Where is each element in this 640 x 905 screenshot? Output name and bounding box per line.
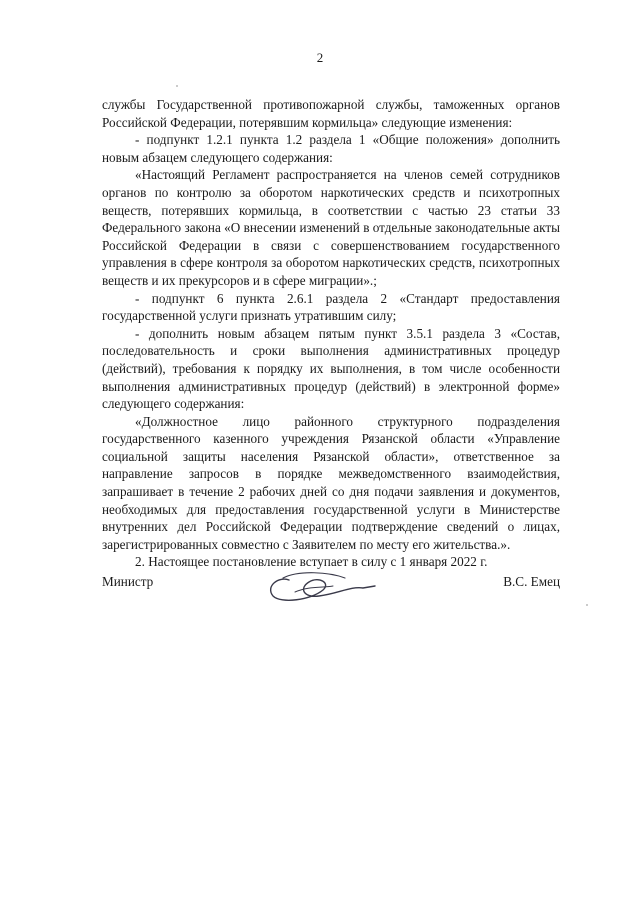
paragraph-add-fifth-paragraph: - дополнить новым абзацем пятым пункт 3.5.1 раздела 3 «Состав, последовательность и сроки выполнения административных процедур (действий), требования к порядку их выполнения, в том числе особенности выполнения административных процедур (действий) в электронной форме» следующего содержания: xyxy=(102,325,560,412)
page-number: 2 xyxy=(316,50,324,65)
signature-block xyxy=(102,566,560,616)
paragraph-quote-regulation: «Настоящий Регламент распространяется на членов семей сотрудников органов по контролю за оборотом наркотических средств и психотропных веществ, потерявших кормильца, в соответствии с частью 23 статьи 33 Федерального закона «О внесении изменений в отдельные законодательные акты Российской Федерации в связи с совершенствованием государственного управления в сфере контроля за оборотом наркотических средств, психотропных веществ и их прекурсоров и в сфере миграции».; xyxy=(102,167,560,288)
scan-speck xyxy=(176,85,178,87)
scan-speck xyxy=(586,604,588,606)
handwritten-signature xyxy=(259,566,379,606)
paragraph-quote-official: «Должностное лицо районного структурного подразделения государственного казенного учреждения Рязанской области «Управление социальной защиты населения Рязанской области», ответственное за направление запросов в порядке межведомственного взаимодействия, запрашивает в течение 2 рабочих дней со дня подачи заявления и документов, необходимых для предоставления государственной услуги в Министерстве внутренних дел Российской Федерации подтверждение сведений о лицах, зарегистрированных совместно с Заявителем по месту его жительства.». xyxy=(102,413,560,552)
document-body xyxy=(102,96,560,571)
paragraph-intro: службы Государственной противопожарной службы, таможенных органов Российской Федерации, потерявшим кормильца» следующие изменения: xyxy=(102,97,560,130)
paragraph-effective-date: 2. Настоящее постановление вступает в силу с 1 января 2022 г. xyxy=(135,554,488,570)
signatory-name: В.С. Емец xyxy=(503,574,560,589)
signatory-title: Министр xyxy=(102,574,154,589)
paragraph-subpoint-1-2-1: - подпункт 1.2.1 пункта 1.2 раздела 1 «Общие положения» дополнить новым абзацем следующего содержания: xyxy=(102,132,560,165)
paragraph-subpoint-6: - подпункт 6 пункта 2.6.1 раздела 2 «Стандарт предоставления государственной услуги признать утратившим силу; xyxy=(102,290,560,324)
